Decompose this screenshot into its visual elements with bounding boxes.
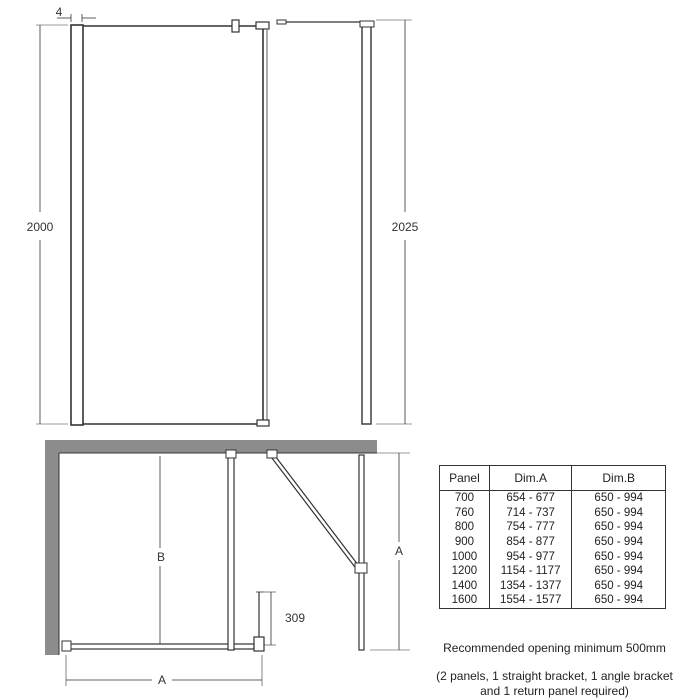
cell-dim-b: 650 - 994 (572, 549, 666, 564)
cell-dim-b: 650 - 994 (572, 520, 666, 535)
top-bracket-fitting (256, 22, 269, 29)
cell-panel: 1400 (440, 579, 490, 594)
cell-dim-a: 1554 - 1577 (489, 593, 572, 608)
angle-bracket-wall-mount (267, 450, 277, 458)
dim-a-horizontal-label: A (157, 673, 167, 687)
return-bracket-end (277, 20, 286, 24)
return-hinge-plan (254, 637, 264, 651)
cell-dim-b: 650 - 994 (572, 564, 666, 579)
dim-a-vertical-label: A (394, 544, 404, 558)
cell-panel: 700 (440, 491, 490, 506)
cell-dim-a: 754 - 777 (489, 520, 572, 535)
plan-view (45, 440, 410, 686)
header-dim-b: Dim.B (572, 466, 666, 491)
second-panel-plan (359, 455, 364, 650)
glass-thickness-label: 4 (55, 5, 63, 19)
header-panel: Panel (440, 466, 490, 491)
return-panel-top-fitting (360, 21, 374, 27)
cell-dim-b: 650 - 994 (572, 579, 666, 594)
table-header-row (440, 466, 666, 491)
recommended-opening-note: Recommended opening minimum 500mm (443, 641, 666, 655)
cell-dim-a: 654 - 677 (489, 491, 572, 506)
cell-dim-b: 650 - 994 (572, 535, 666, 550)
angle-bracket-clamp (355, 563, 367, 573)
straight-bracket-plan (228, 452, 234, 650)
cell-panel: 900 (440, 535, 490, 550)
contents-note-line2: and 1 return panel required) (480, 684, 629, 698)
angle-bracket-inner (272, 455, 358, 568)
panel-dimension-table (439, 465, 666, 609)
cell-panel: 1600 (440, 593, 490, 608)
table-row (440, 549, 666, 564)
cell-dim-a: 854 - 877 (489, 535, 572, 550)
cell-panel: 760 (440, 506, 490, 521)
table-row (440, 520, 666, 535)
table-row (440, 535, 666, 550)
cell-dim-b: 650 - 994 (572, 506, 666, 521)
cell-dim-a: 954 - 977 (489, 549, 572, 564)
cell-dim-a: 1154 - 1177 (489, 564, 572, 579)
table-row (440, 579, 666, 594)
wall-channel-plan (62, 641, 71, 651)
cell-panel: 1200 (440, 564, 490, 579)
top-bracket (232, 20, 239, 32)
return-panel-elevation (362, 26, 371, 424)
straight-bracket-wall-mount (226, 450, 236, 458)
panel-edge-frame (71, 25, 83, 425)
main-panel-plan (68, 644, 254, 649)
return-panel-dim-label: 309 (284, 611, 306, 625)
cell-dim-b: 650 - 994 (572, 593, 666, 608)
dim-b-label: B (156, 550, 166, 564)
table-row (440, 564, 666, 579)
cell-panel: 1000 (440, 549, 490, 564)
back-wall (45, 440, 377, 453)
cell-dim-b: 650 - 994 (572, 491, 666, 506)
table-row (440, 491, 666, 506)
elevation-view (36, 14, 412, 426)
panel-height-label: 2000 (26, 220, 54, 234)
cell-dim-a: 1354 - 1377 (489, 579, 572, 594)
contents-note-line1: (2 panels, 1 straight bracket, 1 angle bracket (436, 669, 673, 683)
table-body (440, 491, 666, 609)
table-row (440, 506, 666, 521)
total-height-label: 2025 (391, 220, 419, 234)
header-dim-a: Dim.A (489, 466, 572, 491)
table-row (440, 593, 666, 608)
cell-dim-a: 714 - 737 (489, 506, 572, 521)
bottom-fitting (257, 420, 269, 426)
side-wall (45, 440, 59, 655)
cell-panel: 800 (440, 520, 490, 535)
